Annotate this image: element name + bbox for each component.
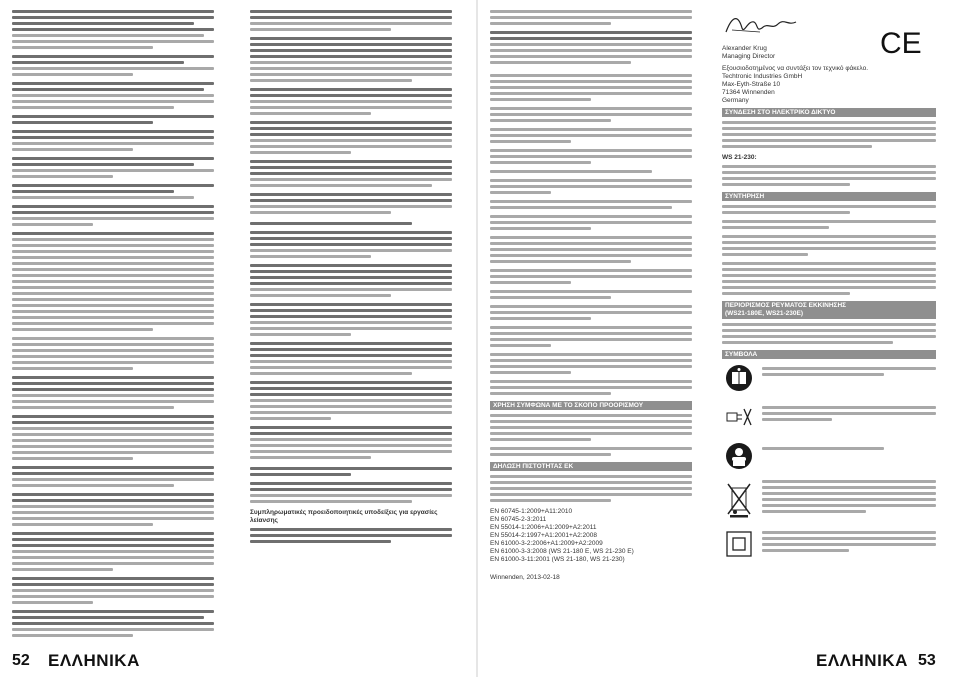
disconnect-plug-icon <box>722 402 756 432</box>
symbol-row <box>722 402 936 432</box>
page-number-right: 53 <box>918 652 936 669</box>
standards-list <box>490 508 692 564</box>
ce-mark <box>880 28 926 56</box>
current-limit-heading-line-1: ΠΕΡΙΟΡΙΣΜΟΣ ΡΕΥΜΑΤΟΣ ΕΚΚΙΝΗΣΗΣ <box>725 302 847 309</box>
electrical-connection-heading: ΣΥΝΔΕΣΗ ΣΤΟ ΗΛΕΚΤΡΙΚΟ ΔΙΚΤΥΟ <box>722 108 936 117</box>
symbols-heading: ΣΥΜΒΟΛΑ <box>722 350 936 359</box>
left-page-column-2 <box>250 10 452 549</box>
symbol-row <box>722 529 936 559</box>
language-label-left: ΕΛΛΗΝΙΚΑ <box>48 651 140 670</box>
eye-protection-icon <box>722 441 756 471</box>
standard-item: EN 61000-3-2:2006+A1:2009+A2:2009 <box>490 540 603 547</box>
left-page-column-1 <box>12 10 214 643</box>
read-manual-icon <box>722 363 756 393</box>
standard-item: EN 55014-2:1997+A1:2001+A2:2008 <box>490 532 597 539</box>
authorized-statement: Εξουσιοδοτημένος να συντάξει τον τεχνικό φάκελο. <box>722 65 869 72</box>
current-limit-heading-line-2: (WS21-180E, WS21-230E) <box>725 310 804 317</box>
company-street: Max-Eyth-Straße 10 <box>722 81 781 88</box>
signature-image <box>722 10 812 40</box>
company-city: 71364 Winnenden <box>722 89 775 96</box>
page-number-left: 52 <box>12 652 30 669</box>
signatory-name: Alexander Krug <box>722 45 767 52</box>
ce-mark-text: CE <box>880 28 922 56</box>
symbol-row <box>722 480 936 520</box>
right-page-column-2 <box>722 10 936 568</box>
intended-use-heading: ΧΡΗΣΗ ΣΥΜΦΩΝΑ ΜΕ ΤΟ ΣΚΟΠΟ ΠΡΟΟΡΙΣΜΟΥ <box>490 401 692 410</box>
right-page <box>478 0 954 677</box>
additional-safety-heading: Συμπληρωματικές προειδοποιητικές υποδείξεις για εργασίες λείανσης <box>250 509 438 524</box>
company-country: Germany <box>722 97 749 104</box>
maintenance-heading: ΣΥΝΤΗΡΗΣΗ <box>722 192 936 201</box>
standard-item: EN 61000-3-3:2008 (WS 21-180 E, WS 21-230 E) <box>490 548 634 555</box>
ws-label: WS 21-230: <box>722 154 757 161</box>
conformity-date: Winnenden, 2013-02-18 <box>490 574 560 581</box>
conformity-heading: ΔΗΛΩΣΗ ΠΙΣΤΟΤΗΤΑΣ ΕΚ <box>490 462 692 471</box>
signatory-title: Managing Director <box>722 53 776 60</box>
symbol-row <box>722 363 936 393</box>
crossed-bin-icon <box>722 480 756 520</box>
protection-class-icon <box>722 529 756 559</box>
standard-item: EN 60745-1:2009+A11:2010 <box>490 508 573 515</box>
current-limit-heading <box>722 301 936 319</box>
left-page <box>0 0 476 677</box>
right-page-column-1 <box>490 10 692 582</box>
company-name: Techtronic Industries GmbH <box>722 73 803 80</box>
standard-item: EN 60745-2-3:2011 <box>490 516 547 523</box>
language-label-right: ΕΛΛΗΝΙΚΑ <box>816 651 908 670</box>
standard-item: EN 61000-3-11:2001 (WS 21-180, WS 21-230) <box>490 556 625 563</box>
symbol-row <box>722 441 936 471</box>
standard-item: EN 55014-1:2006+A1:2009+A2:2011 <box>490 524 597 531</box>
